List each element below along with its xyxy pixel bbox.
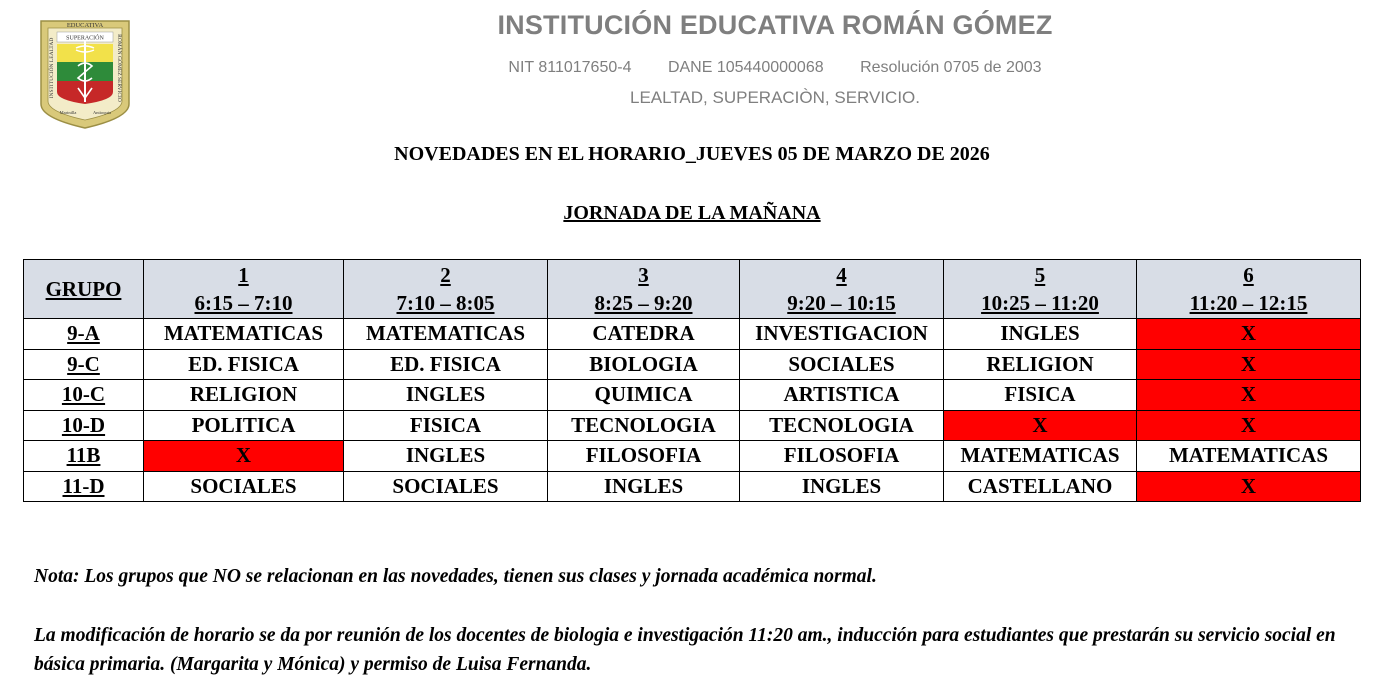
subject-cell: MATEMATICAS	[344, 319, 548, 350]
period-header-1	[144, 260, 344, 319]
subject-cell: INGLES	[548, 471, 740, 502]
group-cell	[24, 319, 144, 350]
subject-cell: MATEMATICAS	[144, 319, 344, 350]
cancelled-class-cell: X	[144, 441, 344, 472]
subject-cell: MATEMATICAS	[944, 441, 1137, 472]
group-label: 9-C	[67, 351, 100, 376]
table-row	[24, 380, 1361, 411]
group-cell	[24, 471, 144, 502]
institution-name: INSTITUCIÓN EDUCATIVA ROMÁN GÓMEZ	[497, 10, 1053, 40]
dane-number: DANE 105440000068	[667, 59, 824, 76]
logo-bottom-left: Marinilla	[59, 110, 77, 115]
schedule-body	[24, 319, 1361, 502]
cancelled-class-cell: X	[1137, 319, 1361, 350]
subject-cell: FILOSOFIA	[740, 441, 944, 472]
group-cell	[24, 349, 144, 380]
cancelled-class-cell: X	[1137, 349, 1361, 380]
period-header-5	[944, 260, 1137, 319]
period-number: 1	[238, 263, 249, 287]
table-row	[24, 441, 1361, 472]
period-number: 3	[638, 263, 649, 287]
period-header-3	[548, 260, 740, 319]
subject-cell: ED. FISICA	[144, 349, 344, 380]
period-time: 9:20 – 10:15	[787, 291, 896, 315]
period-number: 2	[440, 263, 451, 287]
subject-cell: SOCIALES	[144, 471, 344, 502]
subject-cell: INGLES	[740, 471, 944, 502]
group-label: 11-D	[62, 473, 105, 498]
cancelled-class-cell: X	[1137, 471, 1361, 502]
group-cell	[24, 441, 144, 472]
logo-band-text: SUPERACIÓN	[66, 35, 104, 42]
subject-cell: QUIMICA	[548, 380, 740, 411]
subject-cell: POLITICA	[144, 410, 344, 441]
group-label: 10-C	[61, 382, 106, 407]
subject-cell: RELIGION	[144, 380, 344, 411]
table-row	[24, 349, 1361, 380]
period-time: 10:25 – 11:20	[981, 291, 1099, 315]
shift-title: JORNADA DE LA MAÑANA	[563, 202, 821, 224]
subject-cell: TECNOLOGIA	[740, 410, 944, 441]
institution-logo	[38, 18, 132, 130]
period-time: 11:20 – 12:15	[1189, 291, 1308, 315]
subject-cell: SOCIALES	[740, 349, 944, 380]
subject-cell: TECNOLOGIA	[548, 410, 740, 441]
period-header-6	[1137, 260, 1361, 319]
group-label: 10-D	[61, 412, 106, 437]
subject-cell: INGLES	[344, 380, 548, 411]
period-number: 5	[1034, 263, 1046, 287]
cancelled-class-cell: X	[944, 410, 1137, 441]
group-column-header	[24, 260, 144, 319]
period-time: 8:25 – 9:20	[594, 291, 693, 315]
subject-cell: INGLES	[344, 441, 548, 472]
period-number: 6	[1243, 263, 1254, 287]
subject-cell: ARTISTICA	[740, 380, 944, 411]
group-label: 9-A	[67, 321, 100, 346]
schedule-header-row	[24, 260, 1361, 319]
note-schedule-reason: La modificación de horario se da por reunión de los docentes de biologia e investigación 11:20 am., inducción para estudiantes que prestarán su servicio social en básica primaria. (Margarita y Mónica) y permiso de Luisa Fernanda.	[34, 625, 1336, 675]
logo-right-text: ROMÁN GÓMEZ SERVICIO	[116, 34, 122, 102]
group-cell	[24, 380, 144, 411]
logo-top-text: EDUCATIVA	[66, 22, 104, 29]
subject-cell: CASTELLANO	[944, 471, 1137, 502]
table-row	[24, 319, 1361, 350]
institution-motto: LEALTAD, SUPERACIÒN, SERVICIO.	[629, 88, 921, 107]
period-number: 4	[836, 263, 847, 287]
period-header-2	[344, 260, 548, 319]
nit-number: NIT 811017650-4	[508, 59, 632, 76]
period-time: 6:15 – 7:10	[194, 291, 293, 315]
subject-cell: FISICA	[344, 410, 548, 441]
subject-cell: ED. FISICA	[344, 349, 548, 380]
subject-cell: CATEDRA	[548, 319, 740, 350]
subject-cell: MATEMATICAS	[1137, 441, 1361, 472]
logo-left-text: INSTITUCIÓN LEALTAD	[49, 37, 55, 99]
subject-cell: FISICA	[944, 380, 1137, 411]
notice-title: NOVEDADES EN EL HORARIO_JUEVES 05 DE MARZO DE 2026	[394, 143, 990, 165]
period-header-4	[740, 260, 944, 319]
subject-cell: BIOLOGIA	[548, 349, 740, 380]
subject-cell: INGLES	[944, 319, 1137, 350]
group-cell	[24, 410, 144, 441]
group-header-label: GRUPO	[45, 277, 122, 301]
table-row	[24, 471, 1361, 502]
subject-cell: FILOSOFIA	[548, 441, 740, 472]
cancelled-class-cell: X	[1137, 410, 1361, 441]
subject-cell: SOCIALES	[344, 471, 548, 502]
subject-cell: INVESTIGACION	[740, 319, 944, 350]
group-label: 11B	[66, 443, 101, 468]
cancelled-class-cell: X	[1137, 380, 1361, 411]
note-normal-classes: Nota: Los grupos que NO se relacionan en las novedades, tienen sus clases y jornada académica normal.	[34, 566, 877, 587]
period-time: 7:10 – 8:05	[396, 291, 495, 315]
schedule-table	[23, 259, 1361, 502]
subject-cell: RELIGION	[944, 349, 1137, 380]
table-row	[24, 410, 1361, 441]
institution-identifiers	[430, 59, 1120, 77]
logo-bottom-right: Antioquia	[93, 110, 111, 115]
resolution-number: Resolución 0705 de 2003	[860, 59, 1042, 76]
